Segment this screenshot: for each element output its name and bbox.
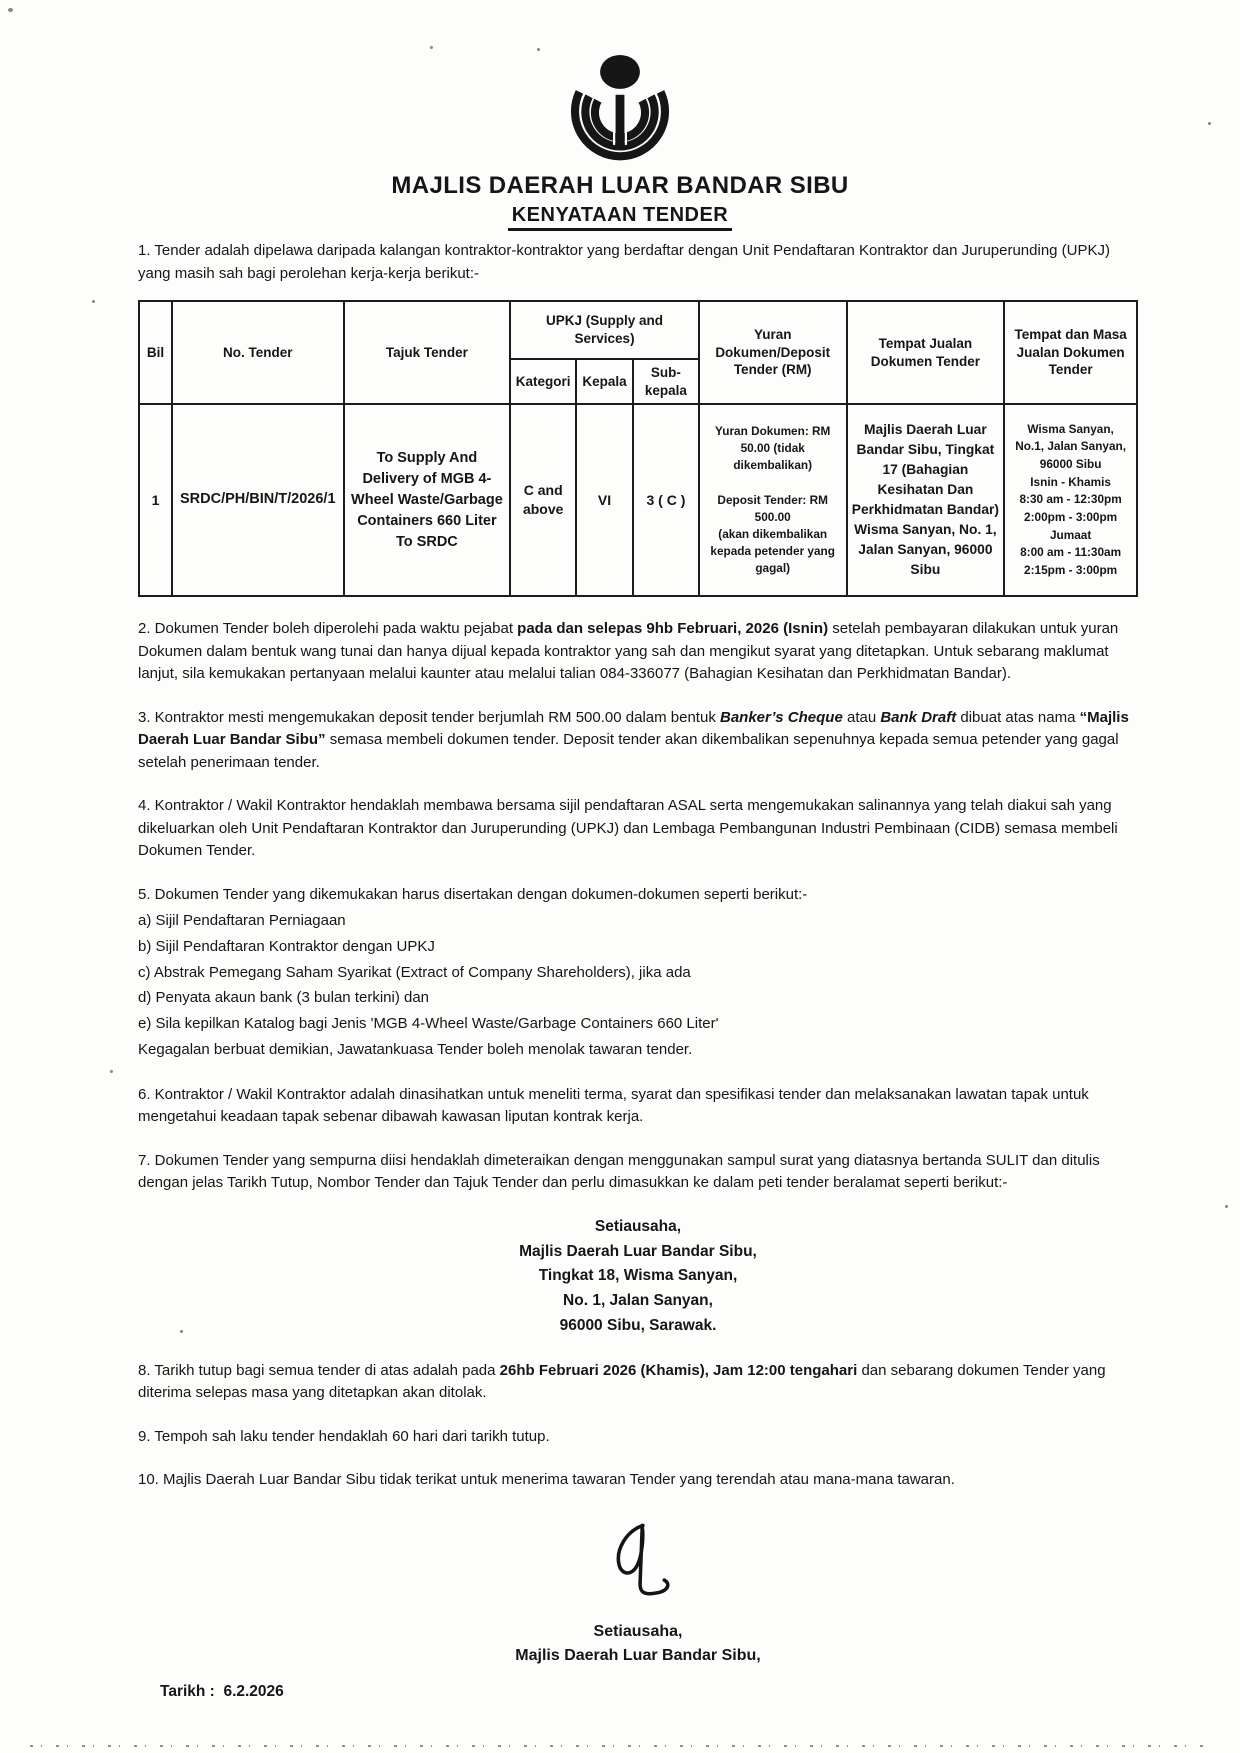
- paragraph-9: 9. Tempoh sah laku tender hendaklah 60 hari dari tarikh tutup.: [138, 1427, 550, 1445]
- scan-speck: [537, 48, 540, 51]
- cell-no-tender: SRDC/PH/BIN/T/2026/1: [172, 404, 344, 596]
- cell-tajuk-tender: To Supply And Delivery of MGB 4-Wheel Waste/Garbage Containers 660 Liter To SRDC: [344, 404, 511, 596]
- document-title-text: KENYATAAN TENDER: [508, 204, 733, 231]
- cell-tempat-jualan: Majlis Daerah Luar Bandar Sibu, Tingkat 17 (Bahagian Kesihatan Dan Perkhidmatan Bandar) Wisma Sanyan, No. 1, Jalan Sanyan, 96000 Sibu: [847, 404, 1005, 596]
- handwritten-signature: [599, 1518, 677, 1618]
- scan-noise-line: [30, 1745, 1210, 1747]
- scan-speck: [1208, 122, 1211, 125]
- cell-kategori: C and above: [510, 404, 576, 596]
- tender-table: [138, 300, 1138, 597]
- col-header-sub-kepala: Sub-kepala: [633, 359, 699, 404]
- scan-speck: [110, 1070, 113, 1073]
- col-header-bil: Bil: [139, 301, 172, 404]
- tender-box-address: Setiausaha, Majlis Daerah Luar Bandar Sibu, Tingkat 18, Wisma Sanyan, No. 1, Jalan Sanyan, 96000 Sibu, Sarawak.: [519, 1217, 757, 1335]
- cell-sub-kepala: 3 ( C ): [633, 404, 699, 596]
- paragraph-10: 10. Majlis Daerah Luar Bandar Sibu tidak terikat untuk menerima tawaran Tender yang terendah atau mana-mana tawaran.: [138, 1471, 955, 1489]
- col-header-kategori: Kategori: [510, 359, 576, 404]
- organization-name: MAJLIS DAERAH LUAR BANDAR SIBU: [391, 172, 849, 199]
- col-header-tempat-jualan: Tempat Jualan Dokumen Tender: [847, 301, 1005, 404]
- document-header: [0, 52, 1240, 231]
- cell-kepala: VI: [576, 404, 633, 596]
- cell-bil: 1: [139, 404, 172, 596]
- col-header-tajuk-tender: Tajuk Tender: [344, 301, 511, 404]
- paragraph-7: 7. Dokumen Tender yang sempurna diisi hendaklah dimeteraikan dengan menggunakan sampul surat yang diatasnya bertanda SULIT dan ditulis dengan jelas Tarikh Tutup, Nombor Tender dan Tajuk Tender dan perlu dimasukkan ke dalam peti tender beralamat seperti berikut:-: [138, 1151, 1100, 1192]
- document-title: [0, 204, 1240, 231]
- paragraph-6: 6. Kontraktor / Wakil Kontraktor adalah dinasihatkan untuk meneliti terma, syarat dan spesifikasi tender dan melaksanakan lawatan tapak untuk mengetahui keadaan tapak sebenar dibawah kawasan liputan kontrak kerja.: [138, 1085, 1089, 1126]
- scan-speck: [8, 8, 13, 12]
- paragraph-2: 2. Dokumen Tender boleh diperolehi pada waktu pejabat pada dan selepas 9hb Februari, 2026 (Isnin) setelah pembayaran dilakukan untuk yuran Dokumen dalam bentuk wang tunai dan hanya dijual kepada kontraktor yang sah dan mengikut syarat yang ditetapkan. Untuk sebarang maklumat lanjut, sila kemukakan pertanyaan melalui kaunter atau melalui talian 084-336077 (Bahagian Kesihatan dan Perkhidmatan Bandar).: [138, 620, 1119, 683]
- col-header-upkj-group: UPKJ (Supply and Services): [510, 301, 699, 359]
- document-date: Tarikh : 6.2.2026: [160, 1682, 284, 1700]
- paragraph-1: 1. Tender adalah dipelawa daripada kalangan kontraktor-kontraktor yang berdaftar dengan Unit Pendaftaran Kontraktor dan Juruperunding (UPKJ) yang masih sah bagi perolehan kerja-kerja berikut:-: [138, 242, 1111, 282]
- col-header-kepala: Kepala: [576, 359, 633, 404]
- scan-speck: [180, 1330, 183, 1333]
- paragraph-5-document-list: a) Sijil Pendaftaran Perniagaan b) Sijil Pendaftaran Kontraktor dengan UPKJ c) Abstrak Pemegang Saham Syarikat (Extract of Company Shareholders), jika ada d) Penyata akaun bank (3 bulan terkini) dan e) Sila kepilkan Katalog bagi Jenis 'MGB 4-Wheel Waste/Garbage Containers 660 Liter' Kegagalan berbuat demikian, Jawatankuasa Tender boleh menolak tawaran tender.: [138, 912, 719, 1059]
- col-header-no-tender: No. Tender: [172, 301, 344, 404]
- table-row: [139, 404, 1137, 596]
- document-body: [138, 240, 1138, 1703]
- council-emblem-icon: [544, 52, 696, 170]
- signature-block: [138, 1518, 1138, 1703]
- paragraph-4: 4. Kontraktor / Wakil Kontraktor hendaklah membawa bersama sijil pendaftaran ASAL serta mengemukakan salinannya yang telah diakui sah yang dikeluarkan oleh Unit Pendaftaran Kontraktor dan Juruperunding (UPKJ) dan Lembaga Pembangunan Industri Pembinaan (CIDB) semasa membeli Dokumen Tender.: [138, 797, 1118, 860]
- scan-speck: [1225, 1205, 1228, 1208]
- paragraph-8: 8. Tarikh tutup bagi semua tender di atas adalah pada 26hb Februari 2026 (Khamis), Jam 12:00 tengahari dan sebarang dokumen Tender yang diterima selepas masa yang ditetapkan akan ditolak.: [138, 1361, 1106, 1402]
- paragraph-3: 3. Kontraktor mesti mengemukakan deposit tender berjumlah RM 500.00 dalam bentuk Banker’s Cheque atau Bank Draft dibuat atas nama “Majlis Daerah Luar Bandar Sibu” semasa membeli dokumen tender. Deposit tender akan dikembalikan sepenuhnya kepada semua petender yang gagal setelah penerimaan tender.: [138, 708, 1129, 771]
- scan-speck: [92, 300, 95, 303]
- scan-speck: [430, 46, 433, 49]
- cell-tempat-masa: Wisma Sanyan, No.1, Jalan Sanyan, 96000 Sibu Isnin - Khamis 8:30 am - 12:30pm 2:00pm - 3:00pm Jumaat 8:00 am - 11:30am 2:15pm - 3:00pm: [1004, 404, 1137, 596]
- col-header-tempat-masa: Tempat dan Masa Jualan Dokumen Tender: [1004, 301, 1137, 404]
- paragraph-5-intro: 5. Dokumen Tender yang dikemukakan harus disertakan dengan dokumen-dokumen seperti berikut:-: [138, 885, 808, 903]
- col-header-yuran: Yuran Dokumen/Deposit Tender (RM): [699, 301, 847, 404]
- signatory-title-lines: Setiausaha, Majlis Daerah Luar Bandar Sibu,: [515, 1622, 761, 1664]
- cell-yuran: Yuran Dokumen: RM 50.00 (tidak dikembalikan) Deposit Tender: RM 500.00 (akan dikembalikan kepada petender yang gagal): [699, 404, 847, 596]
